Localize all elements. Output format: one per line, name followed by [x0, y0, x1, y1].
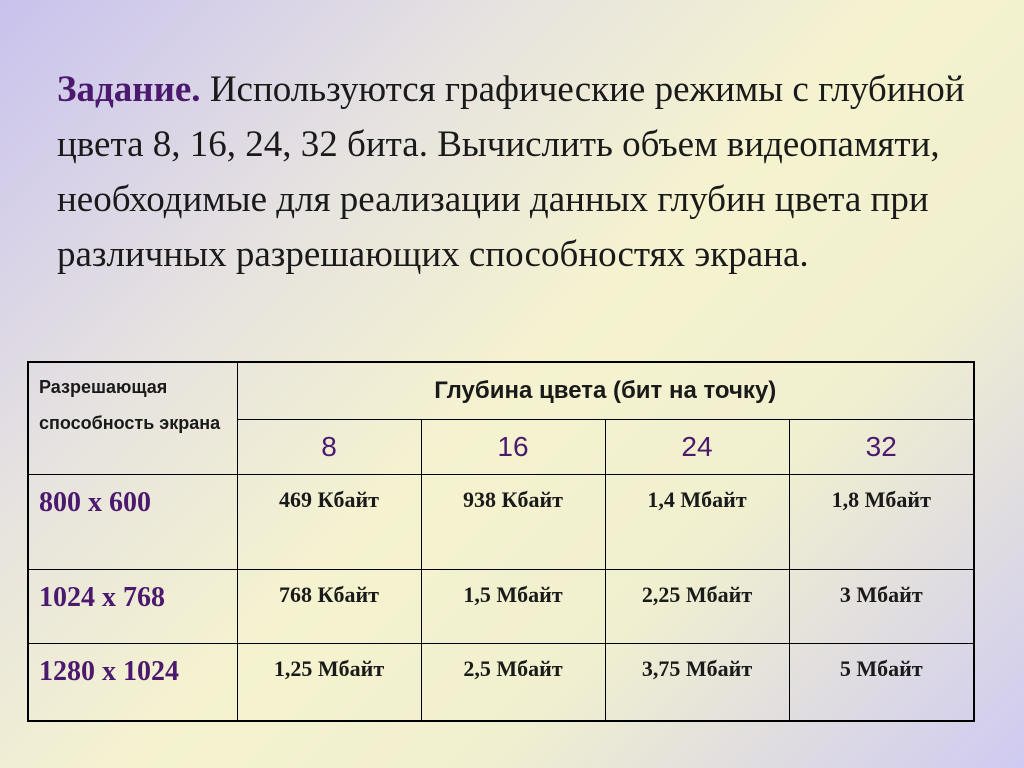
- memory-cell: 938 Кбайт: [421, 475, 605, 570]
- depth-8: 8: [237, 420, 421, 475]
- depth-32: 32: [789, 420, 974, 475]
- task-description: Используются графические режимы с глубиной цвета 8, 16, 24, 32 бита. Вычислить объем видеопамяти, необходимые для реализации данных глубин цвета при различных разрешающих способностях экрана.: [57, 69, 965, 275]
- memory-cell: 768 Кбайт: [237, 570, 421, 644]
- task-label: Задание.: [57, 69, 201, 110]
- memory-cell: 2,5 Мбайт: [421, 644, 605, 722]
- resolution-header: Разрешающая способность экрана: [39, 377, 221, 433]
- memory-cell: 3,75 Мбайт: [605, 644, 789, 722]
- memory-cell: 1,8 Мбайт: [789, 475, 974, 570]
- table-row: [28, 644, 974, 722]
- memory-cell: 1,5 Мбайт: [421, 570, 605, 644]
- depth-24: 24: [605, 420, 789, 475]
- memory-cell: 1,25 Мбайт: [237, 644, 421, 722]
- task-text-block: [57, 62, 1012, 282]
- depth-16: 16: [421, 420, 605, 475]
- memory-cell: 1,4 Мбайт: [605, 475, 789, 570]
- color-depth-header: Глубина цвета (бит на точку): [237, 362, 974, 420]
- memory-cell: 2,25 Мбайт: [605, 570, 789, 644]
- resolution-cell: 1024 х 768: [28, 570, 237, 644]
- resolution-cell: 1280 х 1024: [28, 644, 237, 722]
- memory-cell: 3 Мбайт: [789, 570, 974, 644]
- memory-cell: 5 Мбайт: [789, 644, 974, 722]
- video-memory-table: [27, 361, 975, 722]
- table-row: [28, 475, 974, 570]
- table-row: [28, 570, 974, 644]
- resolution-cell: 800 х 600: [28, 475, 237, 570]
- table-header-row: [28, 362, 974, 420]
- resolution-header-cell: [28, 362, 237, 475]
- memory-cell: 469 Кбайт: [237, 475, 421, 570]
